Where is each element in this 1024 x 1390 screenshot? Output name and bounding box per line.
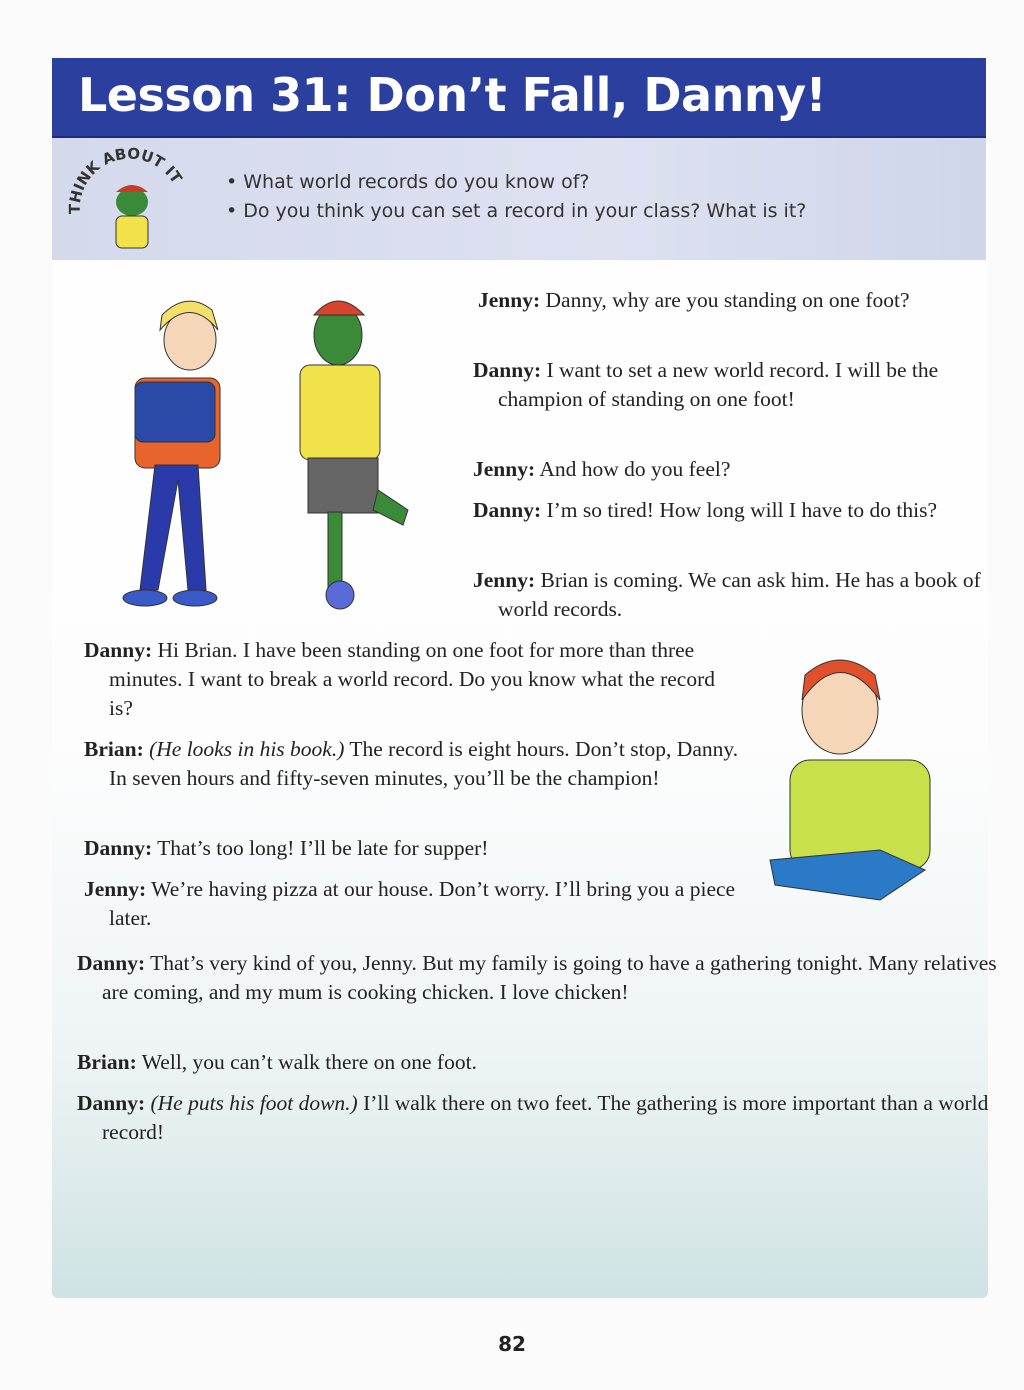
speaker: Jenny:: [473, 568, 536, 592]
speaker: Danny:: [84, 836, 153, 860]
line-text: I’ll walk there on two feet. The gathering is more important than a world record!: [102, 1091, 989, 1144]
line-text: The record is eight hours. Don’t stop, Danny. In seven hours and fifty-seven minutes, you’ll be the champion!: [109, 737, 739, 790]
speaker: Danny:: [473, 358, 542, 382]
dialogue-line: [84, 636, 724, 723]
dialogue-line: [77, 1048, 1002, 1077]
stage-direction: (He puts his foot down.): [150, 1091, 358, 1115]
dialogue-line: [473, 496, 1008, 525]
line-text: Well, you can’t walk there on one foot.: [141, 1050, 477, 1074]
think-question: • Do you think you can set a record in your class? What is it?: [226, 197, 806, 226]
think-about-badge-icon: [60, 144, 200, 256]
line-text: I want to set a new world record. I will be the champion of standing on one foot!: [498, 358, 939, 411]
svg-text:THINK ABOUT IT: THINK ABOUT IT: [65, 144, 186, 215]
danny-illustration: [280, 290, 450, 615]
speaker: Jenny:: [473, 457, 536, 481]
stage-direction: (He looks in his book.): [149, 737, 345, 761]
dialogue-line: [473, 356, 978, 414]
line-text: I’m so tired! How long will I have to do this?: [546, 498, 938, 522]
dialogue-line: [473, 455, 998, 484]
dialogue-line: [478, 286, 1003, 315]
speaker: Brian:: [84, 737, 144, 761]
lesson-title: Lesson 31: Don’t Fall, Danny!: [78, 68, 827, 122]
line-text: Brian is coming. We can ask him. He has a book of world records.: [498, 568, 981, 621]
dialogue-line: [84, 834, 749, 863]
speaker: Jenny:: [478, 288, 541, 312]
dialogue-line: [84, 875, 749, 933]
speaker: Danny:: [84, 638, 153, 662]
dialogue-line: [84, 735, 739, 793]
think-about-section: [52, 138, 986, 260]
dialogue-line: [77, 1089, 1024, 1147]
page-number: 82: [498, 1332, 526, 1356]
speaker: Jenny:: [84, 877, 147, 901]
line-text: Hi Brian. I have been standing on one foot for more than three minutes. I want to break a world record. Do you know what the record is?: [109, 638, 715, 720]
think-question: • What world records do you know of?: [226, 168, 806, 197]
speaker: Danny:: [77, 951, 146, 975]
line-text: That’s very kind of you, Jenny. But my family is going to have a gathering tonight. Many relatives are coming, and my mum is cooking chicken. I love chicken!: [102, 951, 997, 1004]
think-questions: [226, 168, 806, 226]
brian-illustration: [760, 650, 960, 920]
line-text: And how do you feel?: [539, 457, 731, 481]
speaker: Danny:: [473, 498, 542, 522]
speaker: Danny:: [77, 1091, 146, 1115]
dialogue-line: [473, 566, 1003, 624]
line-text: Danny, why are you standing on one foot?: [545, 288, 910, 312]
jenny-illustration: [95, 300, 275, 615]
title-bar: [52, 58, 986, 138]
line-text: We’re having pizza at our house. Don’t worry. I’ll bring you a piece later.: [109, 877, 736, 930]
speaker: Brian:: [77, 1050, 137, 1074]
dialogue-line: [77, 949, 1022, 1007]
line-text: That’s too long! I’ll be late for supper!: [157, 836, 489, 860]
